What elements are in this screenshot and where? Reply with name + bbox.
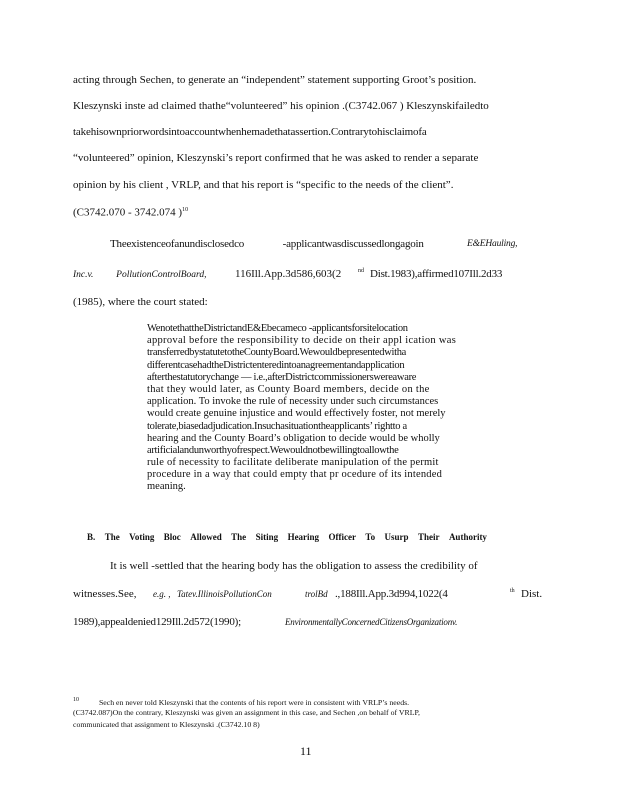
- body-line-4: “volunteered” opinion, Kleszynski’s report confirmed that he was asked to render a separate: [73, 152, 479, 164]
- footnote-line-1: $^{10}$ Sech en never told Kleszynski that the contents of his report were in consistent with VRLP’s needs.: [73, 697, 410, 707]
- page-number: 11: [300, 744, 312, 758]
- body-line-2: Kleszynski inste ad claimed thathe“volunteered” his opinion .(C3742.067 ) Kleszynskifailedto: [73, 100, 489, 112]
- case-name: E&EHauling,: [467, 239, 518, 249]
- block-quote: WenotethattheDistrictandE&Ebecameco -applicantsforsitelocation approval before the responsibility to decide on their appl ication was transferredbystatutetotheCountyBoard.Wewouldbepresentedwitha differentcasehadtheDistrictenteredintoanagreementandapplication afterthestatutorychange — i.e.,afterDistrictcommissionerswereaware that they would later, as County Board members, decide on the application. To invoke the rule of necessity under such circumstances would create genuine injustice and would effectively foster, not merely tolerate,biasedadjudication.Insuchasituationtheapplicants’ rightto a hearing and the County Board’s obligation to decide would be wholly artificialandunworthyofrespect.Wewouldnotbewillingtoallowthe rule of necessity to facilitate deliberate manipulation of the permit procedure in a way that could empty that pr ocedure of its intended meaning.: [147, 323, 457, 493]
- para2-text-a: Theexistenceofanundisclosedco: [110, 238, 245, 250]
- para2-line-2: Inc.v. PollutionControlBoard, 116Ill.App.3d586,603(2 nd Dist.1983),affirmed107Ill.2d33: [73, 268, 503, 280]
- footnote-reference: 10: [182, 207, 189, 213]
- para2-line-1: [110, 238, 535, 251]
- para3-line-2: witnesses.See, e.g. , Tatev.IllinoisPollutionCon trolBd .,188Ill.App.3d994,1022(4 th Dist.: [73, 588, 543, 600]
- footnote-marker: 10: [73, 697, 79, 703]
- footnote-line-3: communicated that assignment to Kleszynski .(C3742.10 8): [73, 720, 260, 729]
- para2-text-b: -applicantwasdiscussedlongagoin: [282, 238, 424, 250]
- para3-line-1: It is well -settled that the hearing body has the obligation to assess the credibility of: [110, 560, 478, 572]
- section-heading: B. The Voting Bloc Allowed The Siting Hearing Officer To Usurp Their Authority: [87, 532, 487, 542]
- body-line-5: opinion by his client , VRLP, and that his report is “specific to the needs of the client”.: [73, 179, 454, 191]
- body-line-3: takehisownpriorwordsintoaccountwhenhemadethatassertion.Contrarytohisclaimofa: [73, 126, 427, 138]
- body-line-1: acting through Sechen, to generate an “independent” statement supporting Groot’s position.: [73, 74, 477, 86]
- para2-line-3: (1985), where the court stated:: [73, 296, 208, 308]
- body-line-6: (C3742.070 - 3742.074 )$^{10}$: [73, 206, 189, 219]
- footnote-line-2: (C3742.087)On the contrary, Kleszynski was given an assignment in this case, and Sechen ,on behalf of VRLP,: [73, 708, 420, 717]
- para3-line-3: 1989),appealdenied129Ill.2d572(1990); EnvironmentallyConcernedCitizensOrganizationv.: [73, 616, 458, 628]
